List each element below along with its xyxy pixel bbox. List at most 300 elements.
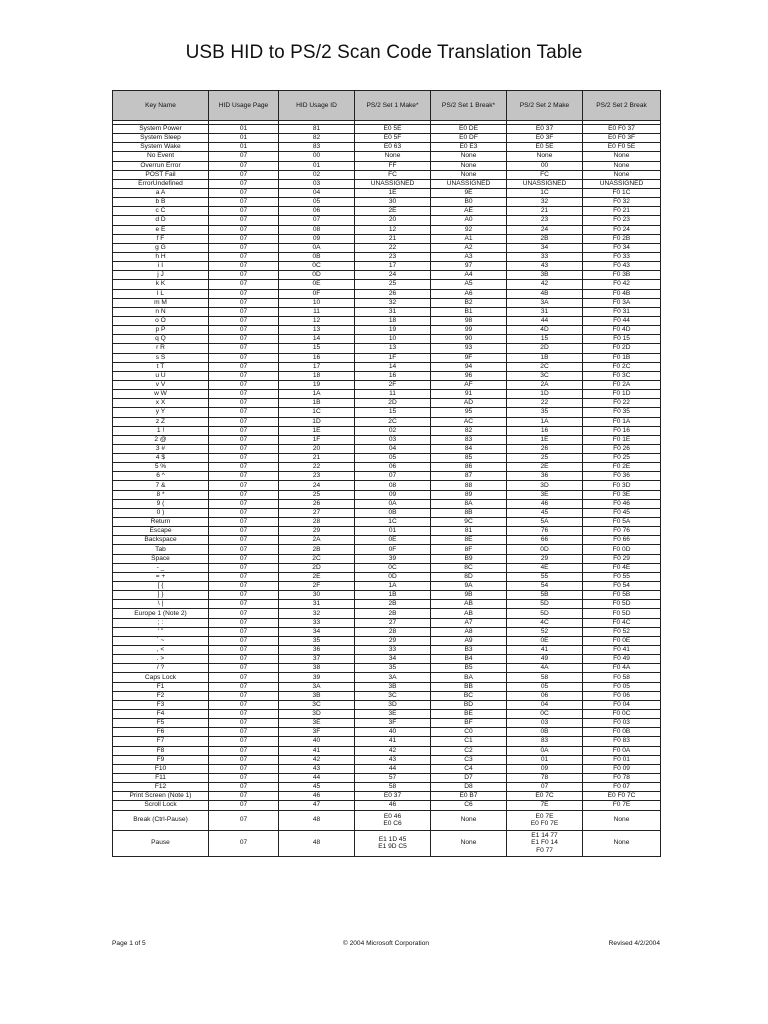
cell-ps2-set2-make: 5D xyxy=(507,609,583,618)
cell-hid-usage-id: 82 xyxy=(279,134,355,143)
cell-ps2-set2-make: 15 xyxy=(507,335,583,344)
cell-key-name: Overrun Error xyxy=(113,161,209,170)
table-row xyxy=(113,454,661,463)
cell-ps2-set1-break: E0 DE xyxy=(431,125,507,134)
cell-ps2-set2-break: F0 35 xyxy=(583,408,661,417)
table-row xyxy=(113,316,661,325)
cell-ps2-set1-break: AF xyxy=(431,380,507,389)
cell-ps2-set1-break: 8C xyxy=(431,563,507,572)
cell-ps2-set2-make: 2B xyxy=(507,234,583,243)
cell-ps2-set1-break: C4 xyxy=(431,764,507,773)
table-row xyxy=(113,417,661,426)
table-header xyxy=(113,91,661,125)
cell-ps2-set2-make: None xyxy=(507,152,583,161)
cell-ps2-set1-make: 09 xyxy=(355,490,431,499)
cell-ps2-set1-break: 89 xyxy=(431,490,507,499)
cell-key-name: \ | xyxy=(113,600,209,609)
cell-line: E1 F0 14 xyxy=(531,839,558,847)
cell-ps2-set2-make: 2C xyxy=(507,362,583,371)
cell-key-name: 4 $ xyxy=(113,454,209,463)
cell-ps2-set2-break: F0 3B xyxy=(583,271,661,280)
cell-ps2-set1-make: 01 xyxy=(355,527,431,536)
cell-ps2-set2-make: 83 xyxy=(507,737,583,746)
table-row xyxy=(113,298,661,307)
cell-ps2-set2-make: 3C xyxy=(507,371,583,380)
cell-ps2-set1-break: UNASSIGNED xyxy=(431,179,507,188)
cell-hid-usage-id: 0F xyxy=(279,289,355,298)
cell-hid-usage-id: 3F xyxy=(279,728,355,737)
cell-line: F0 77 xyxy=(536,846,553,854)
cell-ps2-set1-break: B9 xyxy=(431,554,507,563)
cell-hid-usage-id: 3C xyxy=(279,700,355,709)
cell-ps2-set1-break: C6 xyxy=(431,801,507,810)
table-row xyxy=(113,682,661,691)
cell-ps2-set1-break: 93 xyxy=(431,344,507,353)
cell-ps2-set2-break: F0 66 xyxy=(583,536,661,545)
table-row xyxy=(113,179,661,188)
cell-hid-usage-id: 0B xyxy=(279,252,355,261)
cell-ps2-set2-break: F0 43 xyxy=(583,262,661,271)
table-row xyxy=(113,673,661,682)
cell-ps2-set2-make: 3B xyxy=(507,271,583,280)
cell-ps2-set2-break: F0 2A xyxy=(583,380,661,389)
cell-ps2-set2-make: 23 xyxy=(507,216,583,225)
cell-ps2-set2-break: F0 36 xyxy=(583,472,661,481)
cell-hid-usage-page: 07 xyxy=(209,591,279,600)
cell-hid-usage-id: 17 xyxy=(279,362,355,371)
cell-line: E0 C6 xyxy=(383,820,402,828)
cell-hid-usage-page: 07 xyxy=(209,298,279,307)
cell-ps2-set1-make: 20 xyxy=(355,216,431,225)
cell-hid-usage-id: 0C xyxy=(279,262,355,271)
cell-ps2-set1-break xyxy=(431,810,507,830)
table-row xyxy=(113,563,661,572)
cell-ps2-set2-make: 24 xyxy=(507,225,583,234)
cell-ps2-set1-make: 13 xyxy=(355,344,431,353)
cell-hid-usage-page: 07 xyxy=(209,399,279,408)
cell-key-name: k K xyxy=(113,280,209,289)
table-row xyxy=(113,408,661,417)
cell-ps2-set2-make: 32 xyxy=(507,198,583,207)
cell-hid-usage-id: 32 xyxy=(279,609,355,618)
cell-ps2-set2-break: F0 0A xyxy=(583,746,661,755)
cell-hid-usage-id: 20 xyxy=(279,444,355,453)
scan-code-table xyxy=(112,90,661,857)
table-body xyxy=(113,125,661,857)
cell-ps2-set1-make: FF xyxy=(355,161,431,170)
cell-ps2-set1-make: 25 xyxy=(355,280,431,289)
cell-ps2-set1-break: BF xyxy=(431,719,507,728)
cell-ps2-set2-break: F0 07 xyxy=(583,783,661,792)
cell-key-name: Break (Ctrl-Pause) xyxy=(113,810,209,830)
cell-ps2-set2-break: F0 3A xyxy=(583,298,661,307)
cell-key-name: Caps Lock xyxy=(113,673,209,682)
cell-hid-usage-page: 07 xyxy=(209,719,279,728)
cell-ps2-set2-make: 49 xyxy=(507,655,583,664)
cell-key-name: Europe 1 (Note 2) xyxy=(113,609,209,618)
cell-ps2-set1-make: 05 xyxy=(355,454,431,463)
cell-ps2-set1-break: BC xyxy=(431,691,507,700)
cell-ps2-set2-break: F0 5D xyxy=(583,609,661,618)
cell-ps2-set2-make: 1A xyxy=(507,417,583,426)
cell-key-name: c C xyxy=(113,207,209,216)
cell-hid-usage-page: 07 xyxy=(209,673,279,682)
cell-ps2-set1-make: 0B xyxy=(355,508,431,517)
cell-hid-usage-page: 07 xyxy=(209,691,279,700)
cell-ps2-set2-make: 16 xyxy=(507,426,583,435)
cell-ps2-set2-break: F0 26 xyxy=(583,444,661,453)
cell-key-name: 7 & xyxy=(113,481,209,490)
cell-hid-usage-id: 1C xyxy=(279,408,355,417)
cell-ps2-set1-break: None xyxy=(431,161,507,170)
cell-ps2-set2-break: F0 42 xyxy=(583,280,661,289)
cell-key-name: 8 * xyxy=(113,490,209,499)
cell-ps2-set2-break: F0 44 xyxy=(583,316,661,325)
table-row xyxy=(113,627,661,636)
cell-key-name: F1 xyxy=(113,682,209,691)
cell-hid-usage-page: 07 xyxy=(209,490,279,499)
table-row xyxy=(113,527,661,536)
cell-ps2-set1-make: 3B xyxy=(355,682,431,691)
cell-ps2-set2-make: 1C xyxy=(507,188,583,197)
cell-ps2-set1-break: A7 xyxy=(431,618,507,627)
cell-hid-usage-id: 36 xyxy=(279,646,355,655)
cell-ps2-set1-make: 1E xyxy=(355,188,431,197)
header-hid-usage-page: HID Usage Page xyxy=(209,91,279,121)
cell-key-name: F9 xyxy=(113,755,209,764)
cell-ps2-set2-break: F0 1A xyxy=(583,417,661,426)
cell-hid-usage-id: 24 xyxy=(279,481,355,490)
table-row xyxy=(113,243,661,252)
cell-ps2-set1-make: 08 xyxy=(355,481,431,490)
cell-key-name: F5 xyxy=(113,719,209,728)
cell-ps2-set2-make: 36 xyxy=(507,472,583,481)
cell-ps2-set2-make: 01 xyxy=(507,755,583,764)
cell-hid-usage-page: 07 xyxy=(209,417,279,426)
cell-hid-usage-page: 07 xyxy=(209,179,279,188)
cell-hid-usage-id: 29 xyxy=(279,527,355,536)
cell-ps2-set2-make: 42 xyxy=(507,280,583,289)
table-row xyxy=(113,252,661,261)
cell-ps2-set2-break: F0 05 xyxy=(583,682,661,691)
cell-ps2-set1-break: A2 xyxy=(431,243,507,252)
cell-hid-usage-page: 07 xyxy=(209,289,279,298)
cell-hid-usage-id: 05 xyxy=(279,198,355,207)
cell-key-name: ; : xyxy=(113,618,209,627)
cell-ps2-set1-break: A3 xyxy=(431,252,507,261)
cell-key-name: a A xyxy=(113,188,209,197)
header-key-name: Key Name xyxy=(113,91,209,121)
cell-hid-usage-page: 07 xyxy=(209,563,279,572)
table-row xyxy=(113,198,661,207)
cell-hid-usage-id: 08 xyxy=(279,225,355,234)
table-row xyxy=(113,152,661,161)
cell-hid-usage-page: 07 xyxy=(209,773,279,782)
cell-key-name: ' " xyxy=(113,627,209,636)
cell-ps2-set2-make: 2E xyxy=(507,463,583,472)
cell-ps2-set1-break: AB xyxy=(431,609,507,618)
cell-key-name: . > xyxy=(113,655,209,664)
cell-key-name: System Wake xyxy=(113,143,209,152)
cell-hid-usage-id: 31 xyxy=(279,600,355,609)
cell-ps2-set2-make: 22 xyxy=(507,399,583,408)
cell-line: None xyxy=(613,839,630,847)
table-row xyxy=(113,719,661,728)
cell-ps2-set1-break: 9E xyxy=(431,188,507,197)
cell-key-name: System Power xyxy=(113,125,209,134)
cell-key-name: F12 xyxy=(113,783,209,792)
cell-ps2-set1-break: BD xyxy=(431,700,507,709)
cell-ps2-set1-make: 23 xyxy=(355,252,431,261)
cell-hid-usage-id: 28 xyxy=(279,518,355,527)
cell-ps2-set2-break: F0 3C xyxy=(583,371,661,380)
cell-ps2-set1-break: 9A xyxy=(431,582,507,591)
table-row xyxy=(113,490,661,499)
cell-ps2-set2-make: 54 xyxy=(507,582,583,591)
cell-hid-usage-id: 18 xyxy=(279,371,355,380)
cell-hid-usage-page: 07 xyxy=(209,188,279,197)
cell-ps2-set2-make: 66 xyxy=(507,536,583,545)
cell-ps2-set1-break: 9C xyxy=(431,518,507,527)
cell-ps2-set1-make: E0 5E xyxy=(355,125,431,134)
cell-key-name: Backspace xyxy=(113,536,209,545)
cell-ps2-set1-make: 29 xyxy=(355,636,431,645)
cell-hid-usage-page: 07 xyxy=(209,545,279,554)
cell-ps2-set1-make xyxy=(355,810,431,830)
cell-hid-usage-id: 0A xyxy=(279,243,355,252)
cell-ps2-set2-break: F0 4D xyxy=(583,326,661,335)
cell-hid-usage-page: 07 xyxy=(209,783,279,792)
cell-key-name: Return xyxy=(113,518,209,527)
cell-ps2-set1-make: 24 xyxy=(355,271,431,280)
cell-ps2-set2-break: F0 32 xyxy=(583,198,661,207)
cell-ps2-set2-make xyxy=(507,810,583,830)
cell-line: None xyxy=(460,816,477,824)
cell-ps2-set1-make: E0 63 xyxy=(355,143,431,152)
cell-ps2-set1-break: 87 xyxy=(431,472,507,481)
cell-ps2-set1-break: E0 E3 xyxy=(431,143,507,152)
cell-hid-usage-id: 2E xyxy=(279,572,355,581)
header-ps2-set2-break: PS/2 Set 2 Break xyxy=(583,91,661,121)
cell-key-name: b B xyxy=(113,198,209,207)
cell-ps2-set1-make: 42 xyxy=(355,746,431,755)
cell-ps2-set1-break: C2 xyxy=(431,746,507,755)
table-row xyxy=(113,161,661,170)
table-row xyxy=(113,664,661,673)
table-row xyxy=(113,764,661,773)
table-row xyxy=(113,289,661,298)
cell-hid-usage-page: 01 xyxy=(209,143,279,152)
cell-ps2-set2-make: 34 xyxy=(507,243,583,252)
page-number: Page 1 of 5 xyxy=(112,940,146,947)
cell-line: E0 46 xyxy=(383,812,402,820)
table-row xyxy=(113,371,661,380)
page-footer xyxy=(112,940,660,952)
cell-key-name: F3 xyxy=(113,700,209,709)
cell-ps2-set2-break: F0 24 xyxy=(583,225,661,234)
cell-ps2-set1-break: A8 xyxy=(431,627,507,636)
cell-ps2-set2-break: F0 0C xyxy=(583,710,661,719)
cell-hid-usage-id: 40 xyxy=(279,737,355,746)
cell-ps2-set2-break: F0 0B xyxy=(583,728,661,737)
cell-ps2-set2-break: F0 06 xyxy=(583,691,661,700)
table-row xyxy=(113,830,661,856)
cell-ps2-set2-break: F0 04 xyxy=(583,700,661,709)
cell-ps2-set1-break: D7 xyxy=(431,773,507,782)
cell-hid-usage-page: 07 xyxy=(209,435,279,444)
cell-hid-usage-id: 03 xyxy=(279,179,355,188)
cell-ps2-set1-break: 99 xyxy=(431,326,507,335)
cell-ps2-set2-make: 33 xyxy=(507,252,583,261)
cell-ps2-set1-make: UNASSIGNED xyxy=(355,179,431,188)
cell-ps2-set2-break: E0 F0 3F xyxy=(583,134,661,143)
cell-line: E1 9D C5 xyxy=(378,843,407,851)
cell-ps2-set2-make: 07 xyxy=(507,783,583,792)
cell-ps2-set2-make: 41 xyxy=(507,646,583,655)
cell-ps2-set2-make: 06 xyxy=(507,691,583,700)
cell-ps2-set1-break: B4 xyxy=(431,655,507,664)
cell-hid-usage-id: 48 xyxy=(279,810,355,830)
cell-ps2-set2-break: F0 09 xyxy=(583,764,661,773)
cell-ps2-set2-make: 21 xyxy=(507,207,583,216)
cell-hid-usage-page: 07 xyxy=(209,225,279,234)
cell-key-name: s S xyxy=(113,353,209,362)
cell-key-name: System Sleep xyxy=(113,134,209,143)
cell-hid-usage-id: 47 xyxy=(279,801,355,810)
cell-key-name: , < xyxy=(113,646,209,655)
table-row xyxy=(113,307,661,316)
cell-key-name: q Q xyxy=(113,335,209,344)
cell-hid-usage-page: 07 xyxy=(209,700,279,709)
cell-hid-usage-page: 07 xyxy=(209,170,279,179)
cell-ps2-set2-make: 09 xyxy=(507,764,583,773)
cell-hid-usage-page: 07 xyxy=(209,207,279,216)
cell-hid-usage-id: 2A xyxy=(279,536,355,545)
cell-key-name: o O xyxy=(113,316,209,325)
cell-hid-usage-page: 07 xyxy=(209,518,279,527)
cell-ps2-set2-break: F0 4A xyxy=(583,664,661,673)
cell-hid-usage-id: 41 xyxy=(279,746,355,755)
cell-ps2-set1-make: 58 xyxy=(355,783,431,792)
cell-hid-usage-page: 07 xyxy=(209,655,279,664)
cell-line: E1 1D 45 xyxy=(378,835,407,843)
cell-ps2-set2-break: F0 0D xyxy=(583,545,661,554)
cell-ps2-set2-make: 4E xyxy=(507,563,583,572)
cell-ps2-set1-break: B0 xyxy=(431,198,507,207)
cell-ps2-set1-make: 19 xyxy=(355,326,431,335)
cell-ps2-set1-break: 8B xyxy=(431,508,507,517)
cell-ps2-set2-break: F0 58 xyxy=(583,673,661,682)
cell-ps2-set2-break: F0 1C xyxy=(583,188,661,197)
cell-ps2-set1-make: 0F xyxy=(355,545,431,554)
cell-ps2-set2-break: F0 3E xyxy=(583,490,661,499)
cell-key-name: / ? xyxy=(113,664,209,673)
cell-ps2-set2-make xyxy=(507,830,583,856)
cell-key-name: i I xyxy=(113,262,209,271)
cell-ps2-set1-break: 9B xyxy=(431,591,507,600)
cell-hid-usage-page: 07 xyxy=(209,463,279,472)
cell-ps2-set1-make: 03 xyxy=(355,435,431,444)
cell-hid-usage-id: 3E xyxy=(279,719,355,728)
cell-ps2-set1-break: 98 xyxy=(431,316,507,325)
table-row xyxy=(113,380,661,389)
table-row xyxy=(113,636,661,645)
cell-ps2-set2-make: 04 xyxy=(507,700,583,709)
cell-ps2-set1-break: A5 xyxy=(431,280,507,289)
cell-hid-usage-id: 19 xyxy=(279,380,355,389)
cell-ps2-set2-make: 5B xyxy=(507,591,583,600)
cell-ps2-set2-make: 2A xyxy=(507,380,583,389)
cell-hid-usage-id: 39 xyxy=(279,673,355,682)
cell-ps2-set1-break: 97 xyxy=(431,262,507,271)
table-row xyxy=(113,326,661,335)
cell-ps2-set2-make: 3E xyxy=(507,490,583,499)
cell-hid-usage-id: 14 xyxy=(279,335,355,344)
cell-ps2-set1-make: 1A xyxy=(355,582,431,591)
cell-hid-usage-page: 07 xyxy=(209,792,279,801)
cell-ps2-set1-break: None xyxy=(431,152,507,161)
cell-ps2-set2-break: None xyxy=(583,170,661,179)
cell-hid-usage-page: 01 xyxy=(209,134,279,143)
cell-key-name: = + xyxy=(113,572,209,581)
cell-hid-usage-page: 07 xyxy=(209,262,279,271)
cell-hid-usage-id: 2F xyxy=(279,582,355,591)
cell-hid-usage-id: 44 xyxy=(279,773,355,782)
cell-ps2-set1-make: 2C xyxy=(355,417,431,426)
cell-key-name: g G xyxy=(113,243,209,252)
cell-ps2-set1-break: A4 xyxy=(431,271,507,280)
cell-ps2-set1-make: 43 xyxy=(355,755,431,764)
table-row xyxy=(113,399,661,408)
table-row xyxy=(113,271,661,280)
cell-hid-usage-page: 07 xyxy=(209,362,279,371)
cell-hid-usage-page: 07 xyxy=(209,344,279,353)
cell-ps2-set1-make: 06 xyxy=(355,463,431,472)
cell-hid-usage-page: 07 xyxy=(209,737,279,746)
cell-ps2-set1-break: 8E xyxy=(431,536,507,545)
cell-hid-usage-page: 07 xyxy=(209,830,279,856)
cell-ps2-set1-break: BE xyxy=(431,710,507,719)
cell-ps2-set2-make: 29 xyxy=(507,554,583,563)
cell-key-name: Scroll Lock xyxy=(113,801,209,810)
cell-ps2-set2-break: F0 54 xyxy=(583,582,661,591)
table-row xyxy=(113,188,661,197)
cell-ps2-set2-make: 44 xyxy=(507,316,583,325)
cell-ps2-set2-make: 4D xyxy=(507,326,583,335)
cell-ps2-set2-break: F0 23 xyxy=(583,216,661,225)
cell-ps2-set1-break: 85 xyxy=(431,454,507,463)
cell-hid-usage-id: 35 xyxy=(279,636,355,645)
cell-ps2-set1-break: AD xyxy=(431,399,507,408)
cell-key-name: r R xyxy=(113,344,209,353)
cell-key-name: n N xyxy=(113,307,209,316)
table-row xyxy=(113,554,661,563)
cell-key-name: w W xyxy=(113,390,209,399)
cell-hid-usage-id: 09 xyxy=(279,234,355,243)
cell-hid-usage-page: 07 xyxy=(209,326,279,335)
table-row xyxy=(113,572,661,581)
cell-ps2-set2-break: F0 25 xyxy=(583,454,661,463)
cell-ps2-set2-make: 2D xyxy=(507,344,583,353)
cell-key-name: F4 xyxy=(113,710,209,719)
table-row xyxy=(113,481,661,490)
table-row xyxy=(113,280,661,289)
cell-ps2-set2-break: F0 15 xyxy=(583,335,661,344)
cell-hid-usage-page: 07 xyxy=(209,271,279,280)
cell-ps2-set1-make: 0D xyxy=(355,572,431,581)
cell-ps2-set1-break: B5 xyxy=(431,664,507,673)
cell-ps2-set1-break: 8F xyxy=(431,545,507,554)
